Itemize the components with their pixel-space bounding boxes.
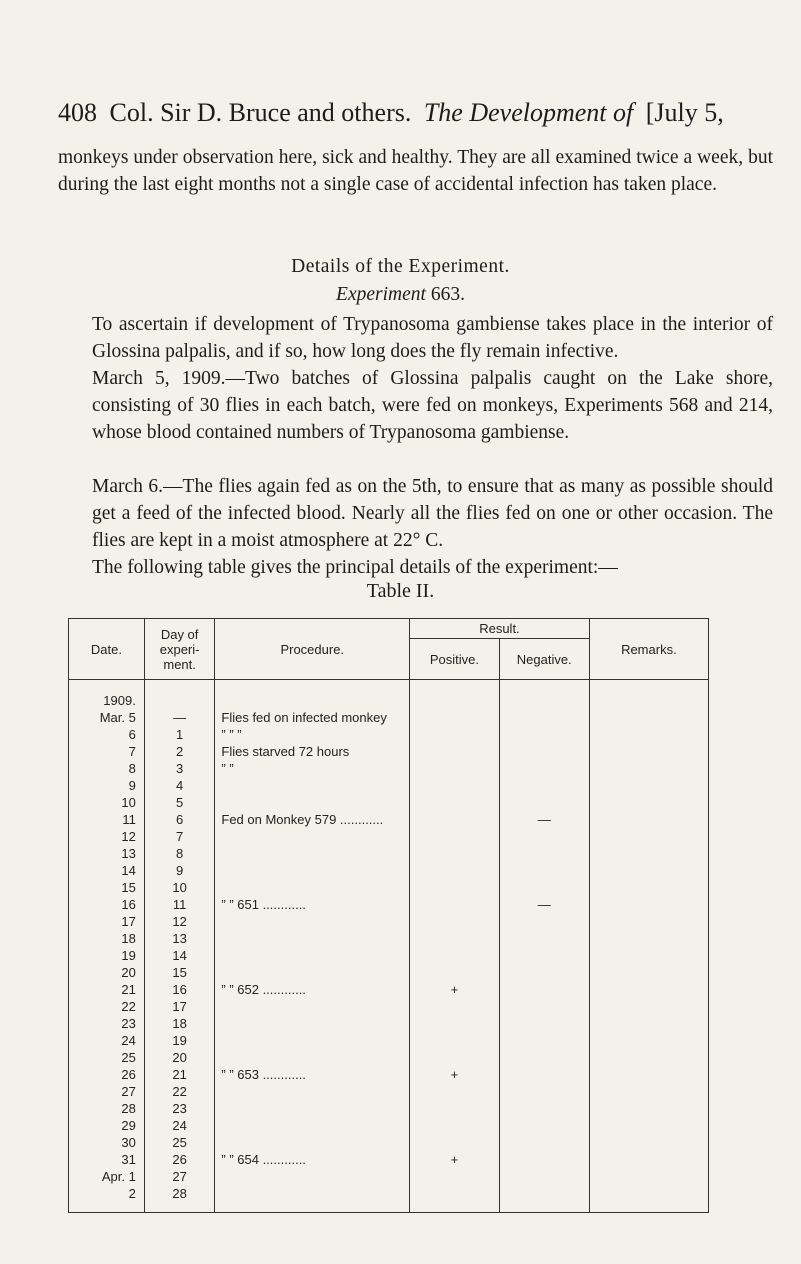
table-procedure	[221, 1049, 409, 1066]
table-negative	[500, 964, 589, 981]
table-procedure	[221, 964, 409, 981]
table-day: 6	[176, 812, 184, 827]
table-positive	[410, 1083, 499, 1100]
table-procedure	[221, 777, 409, 794]
table-negative	[500, 743, 589, 760]
table-negative	[500, 1168, 589, 1185]
table-date: 20	[121, 965, 136, 980]
table-day: 16	[172, 982, 187, 997]
table-negative	[500, 1032, 589, 1049]
table-date: 10	[121, 795, 136, 810]
table-positive	[410, 794, 499, 811]
table-positive	[410, 743, 499, 760]
day-list	[145, 709, 215, 1202]
table-day: 14	[172, 948, 187, 963]
experiment-label: Experiment	[336, 284, 426, 305]
table-day: 7	[176, 829, 184, 844]
table-procedure	[221, 845, 409, 862]
header-title: The Development of	[423, 98, 634, 127]
table-procedure	[221, 998, 409, 1015]
table-day: 10	[172, 880, 187, 895]
table-procedure	[221, 862, 409, 879]
negative-header: Negative.	[499, 639, 589, 680]
table-date: 9	[128, 778, 136, 793]
table-negative	[500, 1185, 589, 1202]
page-number: 408	[58, 98, 97, 127]
table-negative	[500, 1117, 589, 1134]
aim-paragraph	[58, 311, 773, 365]
table-date: 22	[121, 999, 136, 1014]
table-positive	[410, 913, 499, 930]
year-label: 1909.	[103, 693, 136, 708]
table-positive	[410, 760, 499, 777]
table-procedure: ” ”	[221, 761, 234, 776]
table-positive	[410, 998, 499, 1015]
table-procedure	[221, 1117, 409, 1134]
table-date: 2	[128, 1186, 136, 1201]
following-paragraph	[58, 554, 773, 581]
table-day: 13	[172, 931, 187, 946]
table-date: 13	[121, 846, 136, 861]
table-negative	[500, 998, 589, 1015]
table-date: 16	[121, 897, 136, 912]
table-date: 8	[128, 761, 136, 776]
table-day: 12	[172, 914, 187, 929]
table-day: 2	[176, 744, 184, 759]
table-day: 11	[172, 897, 187, 912]
table-day: 8	[176, 846, 184, 861]
march5-paragraph	[58, 365, 773, 446]
table-negative	[500, 794, 589, 811]
table-positive	[410, 964, 499, 981]
table-procedure	[221, 930, 409, 947]
day-column	[144, 680, 215, 1213]
table-procedure: Flies fed on infected monkey	[221, 710, 387, 725]
table-negative	[500, 1151, 589, 1168]
positive-column	[410, 680, 500, 1213]
intro-paragraph: monkeys under observation here, sick and healthy. They are all examined twice a week, but during the last eight months not a single case of accidental infection has taken place.	[58, 147, 773, 195]
table-date: 29	[121, 1118, 136, 1133]
negative-column	[499, 680, 589, 1213]
table-negative	[500, 981, 589, 998]
table-day: 26	[172, 1152, 187, 1167]
date-header: Date.	[69, 619, 145, 680]
table-positive: +	[450, 1152, 459, 1167]
table-procedure: ” ” 652 ............	[221, 982, 306, 997]
table-positive	[410, 709, 499, 726]
table-date: 12	[121, 829, 136, 844]
table-negative	[500, 1134, 589, 1151]
table-procedure	[221, 879, 409, 896]
table-positive	[410, 930, 499, 947]
table-date: 26	[121, 1067, 136, 1082]
table-date: 19	[121, 948, 136, 963]
table-procedure	[221, 794, 409, 811]
table-positive	[410, 845, 499, 862]
table-procedure	[221, 1168, 409, 1185]
table-date: 21	[121, 982, 136, 997]
march6-text: March 6.—The flies again fed as on the 5th, to ensure that as many as possible should get a feed of the infected blood. Nearly all the flies fed on one or other occasion. The flies are kept in a moist atmosphere at 22° C.	[92, 476, 773, 551]
date-column	[69, 680, 145, 1213]
table-negative	[500, 1015, 589, 1032]
table-day: 24	[172, 1118, 187, 1133]
table-date: 28	[121, 1101, 136, 1116]
results-table	[68, 618, 709, 1213]
table-day: —	[173, 710, 187, 725]
table-negative	[500, 947, 589, 964]
table-day: 21	[172, 1067, 187, 1082]
table-negative	[500, 930, 589, 947]
table-positive	[410, 862, 499, 879]
experiment-title	[0, 284, 801, 306]
table-day: 17	[172, 999, 187, 1014]
table-date: 30	[121, 1135, 136, 1150]
table-date: 17	[121, 914, 136, 929]
procedure-column	[215, 680, 410, 1213]
table-positive	[410, 828, 499, 845]
table-day: 18	[172, 1016, 187, 1031]
table-negative	[500, 828, 589, 845]
table-positive: +	[450, 982, 459, 997]
table-negative	[500, 845, 589, 862]
table-day: 3	[176, 761, 184, 776]
table-positive	[410, 1134, 499, 1151]
table-date: 31	[121, 1152, 136, 1167]
table-day: 28	[172, 1186, 187, 1201]
table-day: 20	[172, 1050, 187, 1065]
table-procedure	[221, 1083, 409, 1100]
table-procedure	[221, 1032, 409, 1049]
table-positive	[410, 1117, 499, 1134]
table-date: 7	[128, 744, 136, 759]
table-day: 9	[176, 863, 184, 878]
table-day: 23	[172, 1101, 187, 1116]
march5-text: March 5, 1909.—Two batches of Glossina palpalis caught on the Lake shore, consisting of 30 flies in each batch, were fed on monkeys, Experiments 568 and 214, whose blood contained numbers of Trypanosoma gambiense.	[92, 368, 773, 443]
table-procedure	[221, 1134, 409, 1151]
table-negative: —	[537, 897, 551, 912]
table-day: 19	[172, 1033, 187, 1048]
section-heading-text: Details of the Experiment.	[291, 256, 510, 277]
table-positive: +	[450, 1067, 459, 1082]
table-day: 25	[172, 1135, 187, 1150]
table-procedure: ” ” 651 ............	[221, 897, 306, 912]
table-day: 5	[176, 795, 184, 810]
table-positive	[410, 1168, 499, 1185]
table-positive	[410, 1185, 499, 1202]
table-date: Apr. 1	[101, 1169, 136, 1184]
march6-paragraph	[58, 473, 773, 554]
table-day: 15	[172, 965, 187, 980]
table-date: 27	[121, 1084, 136, 1099]
table-procedure	[221, 1185, 409, 1202]
table-positive	[410, 1015, 499, 1032]
table-procedure	[221, 947, 409, 964]
table-date: 14	[121, 863, 136, 878]
table-day: 1	[176, 727, 184, 742]
table-day: 27	[172, 1169, 187, 1184]
table-negative	[500, 1083, 589, 1100]
table-negative	[500, 862, 589, 879]
table-negative	[500, 760, 589, 777]
table-negative	[500, 913, 589, 930]
aim-text: To ascertain if development of Trypanosoma gambiense takes place in the interior of Glossina palpalis, and if so, how long does the fly remain infective.	[92, 314, 773, 362]
table-date: 11	[122, 812, 136, 827]
procedure-header: Procedure.	[215, 619, 410, 680]
positive-list	[410, 709, 499, 1202]
table-procedure	[221, 913, 409, 930]
section-heading	[0, 256, 801, 278]
table-positive	[410, 777, 499, 794]
table-procedure	[221, 1100, 409, 1117]
table-positive	[410, 1032, 499, 1049]
table-procedure	[221, 1015, 409, 1032]
negative-list	[500, 709, 589, 1202]
table-procedure: ” ” ”	[221, 727, 242, 742]
date-list	[69, 709, 136, 1202]
table-date: 18	[121, 931, 136, 946]
table-date: 25	[121, 1050, 136, 1065]
remarks-column	[589, 680, 708, 1213]
positive-header: Positive.	[410, 639, 500, 680]
table-date: Mar. 5	[99, 710, 136, 725]
table-positive	[410, 947, 499, 964]
procedure-list	[221, 709, 409, 1202]
table-negative	[500, 709, 589, 726]
table-positive	[410, 726, 499, 743]
table-negative	[500, 1066, 589, 1083]
table-positive	[410, 811, 499, 828]
remarks-header: Remarks.	[589, 619, 708, 680]
table-negative: —	[537, 812, 551, 827]
table-positive	[410, 896, 499, 913]
table-negative	[500, 1100, 589, 1117]
table-negative	[500, 1049, 589, 1066]
table-procedure: Flies starved 72 hours	[221, 744, 350, 759]
header-date: [July 5,	[645, 98, 724, 127]
table-date: 6	[128, 727, 136, 742]
table-negative	[500, 879, 589, 896]
table-date: 24	[121, 1033, 136, 1048]
table-day: 4	[176, 778, 184, 793]
table-date: 15	[121, 880, 136, 895]
table-day: 22	[172, 1084, 187, 1099]
table-positive	[410, 1049, 499, 1066]
result-header: Result.	[410, 619, 590, 639]
header-authors: Col. Sir D. Bruce and others.	[109, 98, 412, 127]
table-positive	[410, 1100, 499, 1117]
table-negative	[500, 726, 589, 743]
table-procedure: Fed on Monkey 579 ............	[221, 812, 384, 827]
day-header: Day of experi- ment.	[144, 619, 215, 680]
following-text: The following table gives the principal details of the experiment:—	[92, 557, 618, 578]
table-procedure: ” ” 654 ............	[221, 1152, 306, 1167]
table-positive	[410, 879, 499, 896]
table-date: 23	[121, 1016, 136, 1031]
experiment-number: 663.	[430, 284, 465, 305]
table-procedure: ” ” 653 ............	[221, 1067, 306, 1082]
table-caption: Table II.	[366, 580, 435, 602]
table-negative	[500, 777, 589, 794]
running-header	[58, 98, 778, 128]
table-procedure	[221, 828, 409, 845]
